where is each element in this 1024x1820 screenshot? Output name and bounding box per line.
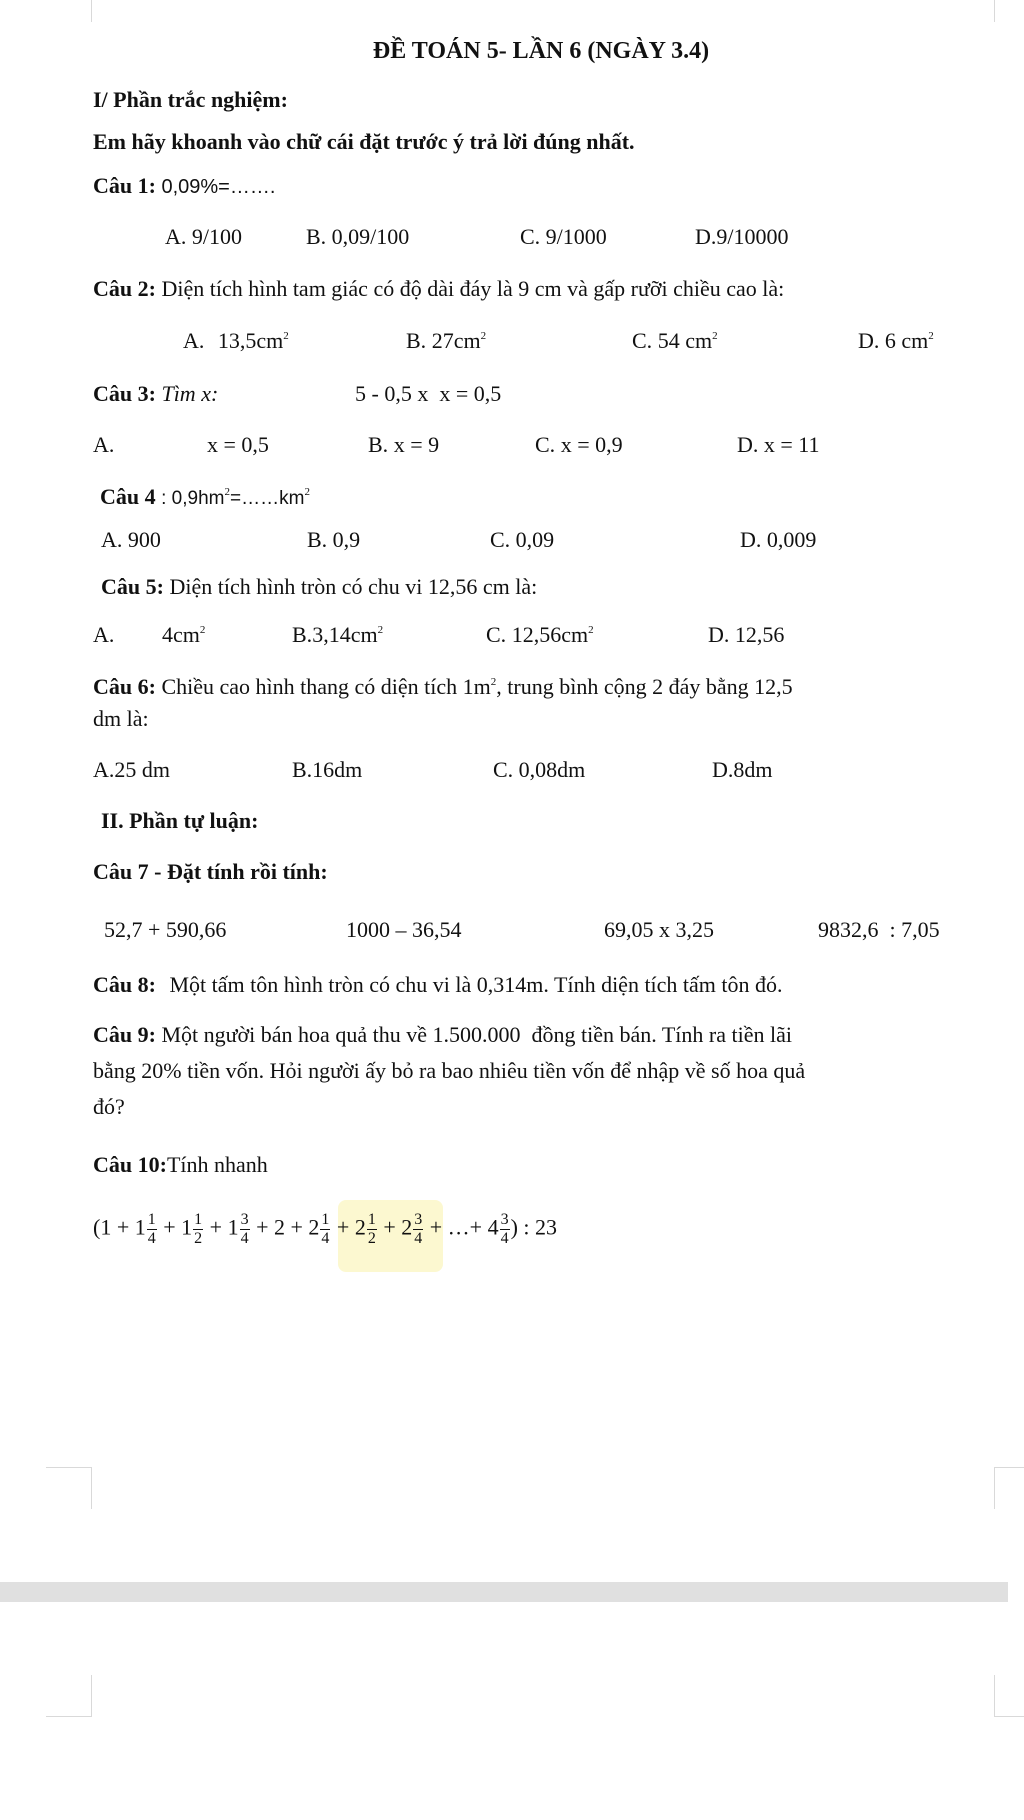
- question-6: [93, 674, 793, 700]
- fraction-5-num: 1: [367, 1211, 376, 1228]
- fraction-2-den: 2: [194, 1230, 203, 1247]
- part1-instruction: Em hãy khoanh vào chữ cái đặt trước ý trả lời đúng nhất.: [93, 129, 635, 154]
- fraction-3-den: 4: [240, 1230, 249, 1247]
- fraction-6-den: 4: [414, 1230, 423, 1247]
- question-2-text: Diện tích hình tam giác có độ dài đáy là 9 cm và gấp rưỡi chiều cao là:: [161, 276, 785, 301]
- q5-option-c-text: 12,56cm: [511, 622, 589, 647]
- question-2-label: Câu 2:: [93, 276, 156, 301]
- q2-option-d-sup: 2: [928, 330, 934, 342]
- question-3-text: Tìm x:: [161, 381, 219, 406]
- fraction-6: [413, 1211, 423, 1248]
- question-8-label: Câu 8:: [93, 972, 156, 997]
- q3-option-c-value: x = 0,9: [560, 432, 623, 457]
- expr-part-4: + 2: [336, 1214, 366, 1240]
- q1-option-b[interactable]: B. 0,09/100: [306, 224, 410, 249]
- fraction-4-num: 1: [321, 1211, 330, 1228]
- q2-option-a-sup: 2: [283, 330, 289, 342]
- fraction-1: [147, 1211, 157, 1248]
- q3-option-b-value: x = 9: [393, 432, 440, 457]
- q5-option-d-letter: D.: [708, 622, 730, 647]
- expr-part-1: + 1: [163, 1214, 193, 1240]
- fraction-4-den: 4: [321, 1230, 330, 1247]
- q6-option-b[interactable]: B.16dm: [292, 757, 363, 782]
- q2-option-d-value: 6 cm: [884, 328, 929, 353]
- q2-option-b[interactable]: [406, 328, 486, 354]
- crop-mark-top-right: [994, 0, 995, 22]
- q7-expression-1: 52,7 + 590,66: [104, 917, 227, 942]
- q2-option-d-letter: D.: [858, 328, 880, 353]
- q4-option-c[interactable]: C. 0,09: [490, 527, 555, 552]
- fraction-6-num: 3: [414, 1211, 423, 1228]
- q3-option-a-value[interactable]: x = 0,5: [207, 432, 269, 457]
- q3-option-d-value: x = 11: [763, 432, 820, 457]
- question-5-text: Diện tích hình tròn có chu vi 12,56 cm là:: [169, 574, 538, 599]
- question-4-unit: km: [279, 488, 305, 509]
- q4-option-d[interactable]: D. 0,009: [740, 527, 817, 552]
- question-10-text: Tính nhanh: [166, 1152, 268, 1177]
- q3-option-d[interactable]: [737, 432, 819, 458]
- question-3-equation: 5 - 0,5 x x = 0,5: [355, 381, 502, 406]
- question-8: [93, 972, 783, 998]
- crop-mark-mid-right-v: [994, 1467, 995, 1509]
- crop-mark-bottom-right-h: [994, 1716, 1024, 1717]
- question-1-text: 0,09%=…….: [161, 176, 276, 198]
- q5-option-b-text: 3,14cm: [312, 622, 378, 647]
- expr-part-6: + …+ 4: [429, 1214, 499, 1240]
- q2-option-b-value: 27cm: [431, 328, 481, 353]
- q3-option-c-letter: C.: [535, 432, 556, 457]
- question-9-line-2: bằng 20% tiền vốn. Hỏi người ấy bỏ ra bao nhiêu tiền vốn để nhập về số hoa quả: [93, 1058, 806, 1083]
- question-3: [93, 381, 218, 407]
- fraction-3-num: 3: [240, 1211, 249, 1228]
- question-6-sup: 2: [490, 676, 497, 688]
- expr-part-5: + 2: [383, 1214, 413, 1240]
- q7-expression-4: 9832,6 : 7,05: [818, 917, 940, 942]
- q2-option-c[interactable]: [632, 328, 718, 354]
- q5-option-c[interactable]: [486, 622, 594, 648]
- q4-option-a[interactable]: A. 900: [101, 527, 161, 552]
- q2-option-b-sup: 2: [480, 330, 487, 342]
- q3-option-d-letter: D.: [737, 432, 759, 457]
- q6-option-a[interactable]: A.25 dm: [93, 757, 170, 782]
- question-4-sup1: 2: [224, 486, 230, 498]
- page-separator: [0, 1582, 1008, 1602]
- q3-option-b-letter: B.: [368, 432, 389, 457]
- question-5-label: Câu 5:: [101, 574, 164, 599]
- question-9-text-1: Một người bán hoa quả thu về 1.500.000 đồng tiền bán. Tính ra tiền lãi: [161, 1022, 792, 1047]
- q3-option-a-letter[interactable]: A.: [93, 432, 115, 457]
- crop-mark-bottom-left-h: [46, 1716, 92, 1717]
- crop-mark-mid-left-v: [91, 1467, 92, 1509]
- q1-option-d[interactable]: D.9/10000: [695, 224, 789, 249]
- q5-option-a-value[interactable]: [162, 622, 205, 648]
- question-6-label: Câu 6:: [93, 674, 156, 699]
- crop-mark-top-left: [91, 0, 92, 22]
- q1-option-a[interactable]: A. 9/100: [165, 224, 242, 249]
- q2-option-b-letter: B.: [406, 328, 427, 353]
- fraction-5: [367, 1211, 377, 1248]
- q4-option-b[interactable]: B. 0,9: [307, 527, 361, 552]
- q2-option-c-sup: 2: [712, 330, 718, 342]
- q5-option-c-letter: C.: [486, 622, 507, 647]
- question-4-mid: =……: [230, 488, 280, 509]
- q2-option-a-letter: A.: [183, 328, 205, 353]
- part2-heading: II. Phần tự luận:: [101, 808, 259, 833]
- question-4-label: Câu 4: [100, 484, 156, 509]
- question-6-text-a: Chiều cao hình thang có diện tích 1m: [161, 674, 491, 699]
- fraction-3: [240, 1211, 250, 1248]
- fraction-1-den: 4: [147, 1230, 156, 1247]
- q2-option-c-letter: C.: [632, 328, 653, 353]
- q5-option-b-sup: 2: [377, 624, 384, 636]
- q7-expression-3: 69,05 x 3,25: [604, 917, 714, 942]
- question-9-label: Câu 9:: [93, 1022, 156, 1047]
- q3-option-b[interactable]: [368, 432, 439, 458]
- question-10: [93, 1152, 268, 1178]
- crop-mark-bottom-right-v: [994, 1675, 995, 1717]
- question-4-sup2: 2: [304, 486, 310, 498]
- q5-option-a-sup: 2: [199, 624, 206, 636]
- q6-option-c[interactable]: C. 0,08dm: [493, 757, 586, 782]
- question-1: [93, 173, 275, 199]
- question-9-line-1: [93, 1022, 792, 1048]
- page-title: ĐỀ TOÁN 5- LẦN 6 (NGÀY 3.4): [372, 38, 710, 64]
- q7-expression-2: 1000 – 36,54: [346, 917, 462, 942]
- fraction-5-den: 2: [367, 1230, 376, 1247]
- q2-option-d[interactable]: [858, 328, 934, 354]
- q5-option-a-text: 4cm: [162, 622, 200, 647]
- fraction-7-den: 4: [500, 1230, 509, 1247]
- q5-option-c-sup: 2: [588, 624, 594, 636]
- question-5: [101, 574, 537, 600]
- expr-part-3: + 2 + 2: [256, 1214, 320, 1240]
- fraction-7-num: 3: [500, 1211, 509, 1228]
- q6-option-d[interactable]: D.8dm: [712, 757, 773, 782]
- expr-open: (1 + 1: [93, 1214, 146, 1240]
- q5-option-a-letter[interactable]: A.: [93, 622, 115, 647]
- question-7-label: Câu 7 - Đặt tính rồi tính:: [93, 859, 328, 884]
- q5-option-d-text: 12,56: [734, 622, 785, 647]
- question-9-line-3: đó?: [93, 1094, 125, 1119]
- fraction-2: [193, 1211, 203, 1248]
- question-10-label: Câu 10:: [93, 1152, 167, 1177]
- expr-close: ) : 23: [510, 1214, 558, 1240]
- fraction-4: [320, 1211, 330, 1248]
- question-1-label: Câu 1:: [93, 173, 156, 198]
- crop-mark-bottom-left-v: [91, 1675, 92, 1717]
- fraction-2-num: 1: [194, 1211, 203, 1228]
- question-3-label: Câu 3:: [93, 381, 156, 406]
- fraction-1-num: 1: [147, 1211, 156, 1228]
- q5-option-d[interactable]: [708, 622, 784, 648]
- q3-option-c[interactable]: [535, 432, 623, 458]
- q5-option-b-letter: B.: [292, 622, 313, 647]
- crop-mark-mid-right-h: [994, 1467, 1024, 1468]
- question-10-expression: [93, 1211, 557, 1248]
- question-4-prefix: : 0,9hm: [161, 488, 225, 509]
- q2-option-c-value: 54 cm: [657, 328, 713, 353]
- question-6-text-b: , trung bình cộng 2 đáy bằng 12,5: [496, 674, 793, 699]
- question-4: [100, 484, 310, 510]
- question-2: [93, 276, 784, 302]
- fraction-7: [500, 1211, 510, 1248]
- question-8-text: Một tấm tôn hình tròn có chu vi là 0,314m. Tính diện tích tấm tôn đó.: [169, 972, 783, 997]
- q2-option-a[interactable]: [183, 328, 289, 354]
- part1-heading: I/ Phần trắc nghiệm:: [93, 87, 288, 112]
- q2-option-a-value: 13,5cm: [217, 328, 284, 353]
- crop-mark-mid-left-h: [46, 1467, 92, 1468]
- q1-option-c[interactable]: C. 9/1000: [520, 224, 607, 249]
- question-6-line2: dm là:: [93, 706, 149, 731]
- expr-part-2: + 1: [209, 1214, 239, 1240]
- q5-option-b[interactable]: [292, 622, 383, 648]
